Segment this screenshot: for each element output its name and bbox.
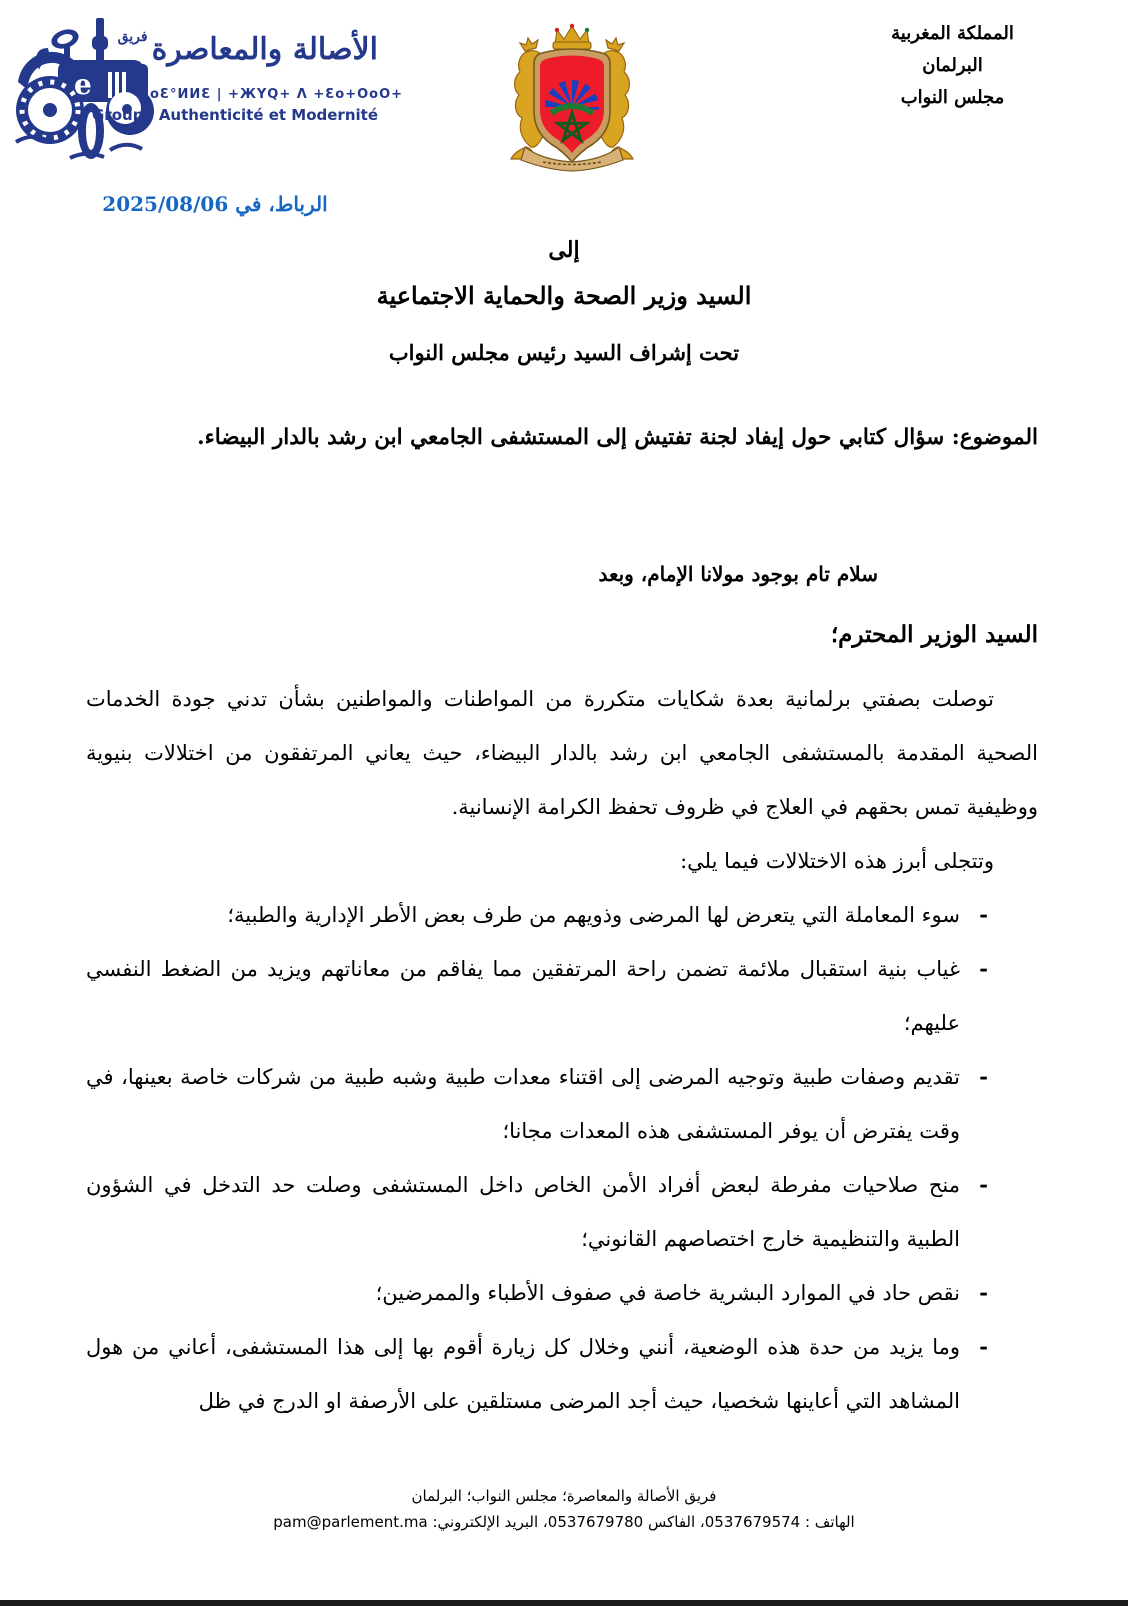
kingdom-heading [800,18,1105,114]
list-item [86,1266,988,1320]
list-item [86,942,988,1050]
subject-line: الموضوع: سؤال كتابي حول إيفاد لجنة تفتيش إلى المستشفى الجامعي ابن رشد بالدار البيضاء. [197,425,1038,450]
bullet-text: منح صلاحيات مفرطة لبعض أفراد الأمن الخاص داخل المستشفى وصلت حد التدخل في الشؤون الطبية والتنظيمية خارج اختصاصهم القانوني؛ [86,1173,960,1251]
bullet-dash: - [979,1064,988,1089]
kingdom-line-2: البرلمان [922,55,983,76]
party-name-tifinagh: oƐ°ИИƐ | +ЖYQ+ Λ +Ɛo+OoO+ [150,87,404,102]
kingdom-line-1: المملكة المغربية [891,23,1014,44]
moroccan-coat-of-arms-icon [497,20,647,172]
party-name-team: فريق [117,29,148,45]
address-to: إلى [548,237,580,263]
party-name-arabic [117,20,378,85]
list-intro: وتتجلى أبرز هذه الاختلالات فيما يلي: [680,849,994,873]
list-item [86,888,988,942]
party-name-french: Groupe Authenticité et Modernité [92,106,378,124]
crown [553,24,591,49]
greeting-line: سلام تام بوجود مولانا الإمام، وبعد [598,562,878,586]
paragraph-1: توصلت بصفتي برلمانية بعدة شكايات متكررة من المواطنات والمواطنين بشأن تدني جودة الخدمات الصحية المقدمة بالمستشفى الجامعي ابن رشد بالدار البيضاء، حيث يعاني المرتفقون من اختلالات بنيوية ووظيفية تمس بحقهم في العلاج في ظروف تحفظ الكرامة الإنسانية. [86,687,1038,819]
bullet-dash: - [979,1334,988,1359]
party-name-main: الأصالة والمعاصرة [151,32,378,67]
bullet-text: وما يزيد من حدة هذه الوضعية، أنني وخلال كل زيارة أقوم بها إلى هذا المستشفى، أعاني من هول المشاهد التي أعاينها شخصيا، حيث أجد المرضى مستلقين على الأرصفة او الدرج في ظل [86,1335,960,1413]
letter-footer [0,1483,1128,1535]
bullet-text: سوء المعاملة التي يتعرض لها المرضى وذويهم من طرف بعض الأطر الإدارية والطبية؛ [227,903,960,927]
bullet-dash: - [979,902,988,927]
list-item [86,1320,988,1428]
svg-text:e: e [74,68,92,101]
bullet-dash: - [979,1172,988,1197]
bullet-dash: - [979,956,988,981]
salutation-line: السيد الوزير المحترم؛ [830,621,1038,648]
list-item [86,1158,988,1266]
issues-list [86,888,1038,1428]
bullet-text: غياب بنية استقبال ملائمة تضمن راحة المرتفقين مما يفاقم من معاناتهم ويزيد من الضغط النفسي عليهم؛ [86,957,960,1035]
letter-body [86,672,1038,1428]
kingdom-line-3: مجلس النواب [900,87,1005,108]
address-under-supervision: تحت إشراف السيد رئيس مجلس النواب [388,340,740,365]
address-minister: السيد وزير الصحة والحماية الاجتماعية [376,281,752,310]
bullet-text: نقص حاد في الموارد البشرية خاصة في صفوف الأطباء والممرضين؛ [375,1281,960,1305]
bullet-dash: - [979,1280,988,1305]
list-item [86,1050,988,1158]
bullet-text: تقديم وصفات طبية وتوجيه المرضى إلى اقتناء معدات طبية وشبه طبية من شركات خاصة بعينها، في وقت يفترض أن يوفر المستشفى هذه المعدات مجانا؛ [86,1065,960,1143]
footer-org-line: فريق الأصالة والمعاصرة؛ مجلس النواب؛ البرلمان [411,1487,717,1505]
footer-contact-line: الهاتف : 0537679574، الفاكس 0537679780، البريد الإلكتروني: pam@parlement.ma [273,1513,855,1531]
party-logo-text [92,20,404,124]
date-line: الرباط، في 2025/08/06 [102,192,328,216]
